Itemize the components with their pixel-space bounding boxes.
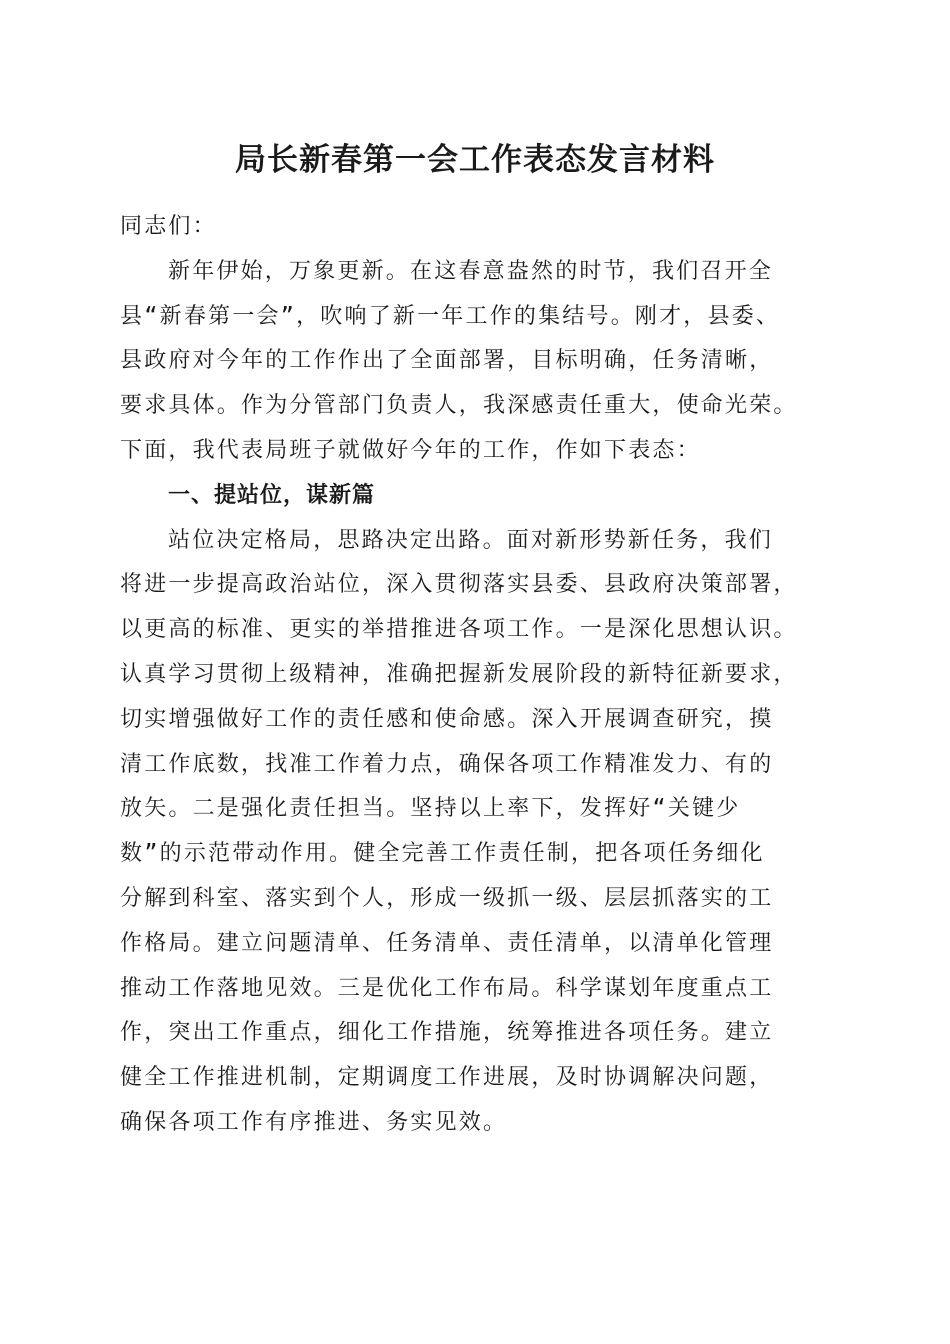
salutation: 同志们： <box>120 214 217 239</box>
paragraph-2-line: 作，突出工作重点，细化工作措施，统筹推进各项任务。建立 <box>120 1020 774 1046</box>
paragraph-1-line: 县“新春第一会”，吹响了新一年工作的集结号。刚才，县委、 <box>120 303 781 329</box>
paragraph-2-line: 作格局。建立问题清单、任务清单、责任清单，以清单化管理 <box>120 930 774 956</box>
paragraph-2-line: 放矢。二是强化责任担当。坚持以上率下，发挥好“关键少 <box>120 796 741 822</box>
paragraph-2-line: 清工作底数，找准工作着力点，确保各项工作精准发力、有的 <box>120 751 774 777</box>
paragraph-2-line: 以更高的标准、更实的举措推进各项工作。一是深化思想认识。 <box>120 617 798 643</box>
paragraph-2-line: 推动工作落地见效。三是优化工作布局。科学谋划年度重点工 <box>120 975 774 1001</box>
paragraph-1-line: 要求具体。作为分管部门负责人，我深感责任重大，使命光荣。 <box>120 393 798 419</box>
document-body <box>120 205 836 1146</box>
paragraph-2-line: 确保各项工作有序推进、务实见效。 <box>120 1109 508 1135</box>
paragraph-1-line: 县政府对今年的工作作出了全面部署，目标明确，任务清晰， <box>120 348 774 374</box>
paragraph-2-line: 数”的示范带动作用。健全完善工作责任制，把各项任务细化 <box>120 841 765 867</box>
paragraph-2-line: 切实增强做好工作的责任感和使命感。深入开展调查研究，摸 <box>120 706 774 732</box>
paragraph-2-line: 认真学习贯彻上级精神，准确把握新发展阶段的新特征新要求， <box>120 661 798 687</box>
section-heading: 一、提站位，谋新篇 <box>168 482 376 508</box>
paragraph-1-line: 新年伊始，万象更新。在这春意盎然的时节，我们召开全 <box>168 258 774 284</box>
paragraph-1-line: 下面，我代表局班子就做好今年的工作，作如下表态： <box>120 437 701 463</box>
paragraph-2-line: 站位决定格局，思路决定出路。面对新形势新任务，我们 <box>168 527 774 553</box>
paragraph-2-line: 健全工作推进机制，定期调度工作进展，及时协调解决问题， <box>120 1065 774 1091</box>
paragraph-2-line: 将进一步提高政治站位，深入贯彻落实县委、县政府决策部署， <box>120 572 798 598</box>
document-title: 局长新春第一会工作表态发言材料 <box>235 142 715 178</box>
paragraph-2-line: 分解到科室、落实到个人，形成一级抓一级、层层抓落实的工 <box>120 885 774 911</box>
